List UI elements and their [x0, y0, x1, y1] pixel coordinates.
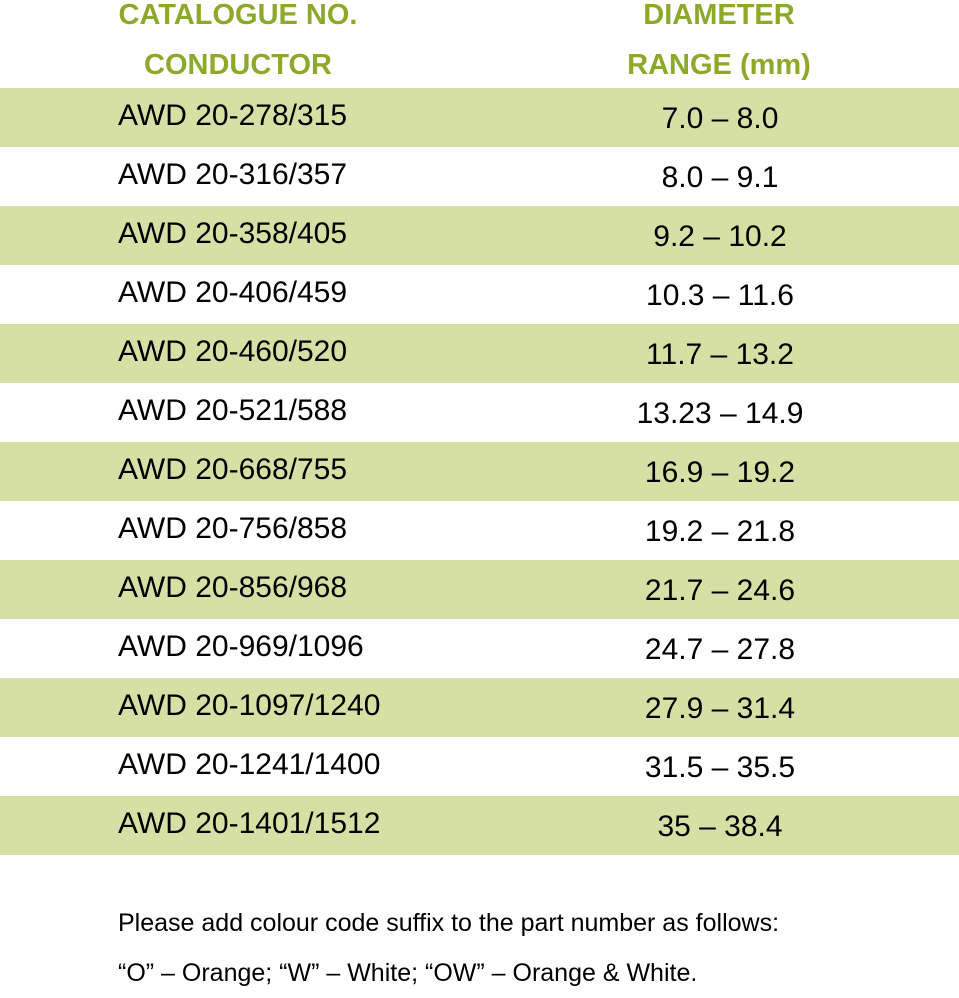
diameter-range-cell: 35 – 38.4	[657, 810, 783, 843]
catalogue-number-cell: AWD 20-756/858	[118, 512, 348, 545]
catalogue-header-line1: CATALOGUE NO.	[118, 0, 358, 31]
colour-code-note	[118, 898, 779, 998]
note-line2: “O” – Orange; “W” – White; “OW” – Orange & White.	[118, 959, 698, 987]
diameter-range-cell: 27.9 – 31.4	[644, 692, 796, 725]
table-row	[0, 796, 959, 855]
table-row	[0, 265, 959, 324]
table-row	[0, 442, 959, 501]
table-row	[0, 678, 959, 737]
catalogue-number-cell: AWD 20-316/357	[118, 158, 348, 191]
catalogue-number-cell: AWD 20-358/405	[118, 217, 348, 250]
diameter-range-cell: 19.2 – 21.8	[644, 515, 796, 548]
catalogue-number-cell: AWD 20-856/968	[118, 571, 348, 604]
table-row	[0, 147, 959, 206]
diameter-range-cell: 31.5 – 35.5	[644, 751, 796, 784]
diameter-range-cell: 16.9 – 19.2	[644, 456, 796, 489]
diameter-header-line1: DIAMETER	[643, 0, 795, 31]
diameter-range-cell: 7.0 – 8.0	[661, 102, 779, 135]
table-body	[0, 88, 959, 855]
diameter-range-cell: 8.0 – 9.1	[661, 161, 779, 194]
catalogue-column-header	[85, 0, 391, 90]
table-row	[0, 560, 959, 619]
catalogue-number-cell: AWD 20-668/755	[118, 453, 348, 486]
table-row	[0, 324, 959, 383]
catalogue-number-cell: AWD 20-1401/1512	[118, 807, 381, 840]
catalogue-number-cell: AWD 20-278/315	[118, 99, 348, 132]
diameter-range-cell: 10.3 – 11.6	[646, 279, 794, 312]
diameter-range-cell: 21.7 – 24.6	[644, 574, 796, 607]
table-row	[0, 737, 959, 796]
diameter-header-line2: RANGE (mm)	[627, 49, 811, 81]
table-row	[0, 383, 959, 442]
table-row	[0, 501, 959, 560]
table-row	[0, 619, 959, 678]
catalogue-number-cell: AWD 20-1097/1240	[118, 689, 381, 722]
table-row	[0, 206, 959, 265]
diameter-range-cell: 11.7 – 13.2	[646, 338, 794, 371]
catalogue-number-cell: AWD 20-969/1096	[118, 630, 364, 663]
diameter-range-cell: 24.7 – 27.8	[644, 633, 796, 666]
diameter-column-header	[568, 0, 870, 90]
note-line1: Please add colour code suffix to the part number as follows:	[118, 909, 780, 937]
catalogue-header-line2: CONDUCTOR	[144, 49, 332, 81]
diameter-range-cell: 13.23 – 14.9	[636, 397, 804, 430]
table-header	[0, 0, 959, 88]
diameter-range-cell: 9.2 – 10.2	[653, 220, 787, 253]
table-row	[0, 88, 959, 147]
catalogue-number-cell: AWD 20-521/588	[118, 394, 348, 427]
catalogue-number-cell: AWD 20-460/520	[118, 335, 348, 368]
catalogue-number-cell: AWD 20-406/459	[118, 276, 348, 309]
catalogue-number-cell: AWD 20-1241/1400	[118, 748, 381, 781]
